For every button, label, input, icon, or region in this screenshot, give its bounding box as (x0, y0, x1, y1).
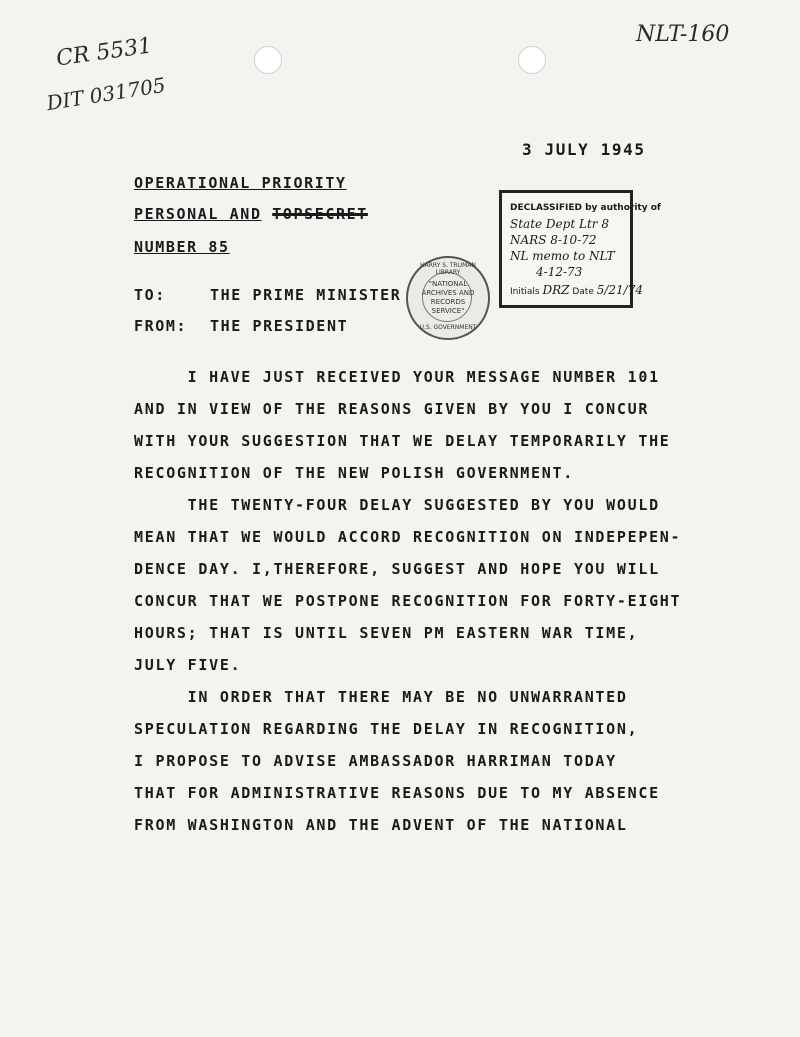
date-label: Date (572, 287, 594, 297)
punch-hole-left (254, 46, 282, 74)
seal-middle-1: "NATIONAL (428, 280, 468, 288)
from-label: FROM: (134, 317, 188, 335)
personal-and-text: PERSONAL AND (134, 205, 262, 223)
body-line: RECOGNITION OF THE NEW POLISH GOVERNMENT. (134, 464, 574, 482)
stamp-initials-row (510, 283, 643, 297)
classification-line (134, 205, 368, 223)
body-line: JULY FIVE. (134, 656, 242, 674)
body-line: CONCUR THAT WE POSTPONE RECOGNITION FOR FORTY-EIGHT (134, 592, 682, 610)
stamp-line-4: NL memo to NLT (510, 249, 615, 263)
initials-label: Initials (510, 287, 540, 297)
seal-top-text: HARRY S. TRUMAN LIBRARY (420, 262, 476, 276)
seal-middle-4: SERVICE" (431, 307, 465, 315)
message-number: NUMBER 85 (134, 238, 230, 256)
punch-hole-right (518, 46, 546, 74)
handwritten-reference-number: NLT-160 (636, 22, 730, 47)
body-line: HOURS; THAT IS UNTIL SEVEN PM EASTERN WAR TIME, (134, 624, 639, 642)
body-line: THAT FOR ADMINISTRATIVE REASONS DUE TO MY ABSENCE (134, 784, 660, 802)
body-line: THE TWENTY-FOUR DELAY SUGGESTED BY YOU WOULD (134, 496, 660, 514)
initials-value: DRZ (542, 283, 570, 297)
archives-seal (406, 256, 490, 340)
body-line: FROM WASHINGTON AND THE ADVENT OF THE NATIONAL (134, 816, 628, 834)
body-line: AND IN VIEW OF THE REASONS GIVEN BY YOU I CONCUR (134, 400, 650, 418)
to-value: THE PRIME MINISTER (210, 286, 402, 304)
body-line: I HAVE JUST RECEIVED YOUR MESSAGE NUMBER 101 (134, 368, 660, 386)
body-line: DENCE DAY. I,THEREFORE, SUGGEST AND HOPE YOU WILL (134, 560, 660, 578)
stamp-line-5: 4-12-73 (536, 265, 583, 279)
stamp-line-2: State Dept Ltr 8 (510, 217, 609, 231)
from-value: THE PRESIDENT (210, 317, 349, 335)
to-label: TO: (134, 286, 166, 304)
stamp-line-1: DECLASSIFIED by authority of (510, 203, 661, 213)
stamp-line-3: NARS 8-10-72 (510, 233, 597, 247)
document-date: 3 JULY 1945 (522, 140, 646, 159)
handwritten-case-number: CR 5531 (54, 33, 154, 72)
seal-bottom-text: U.S. GOVERNMENT (419, 324, 477, 331)
struck-classification: TOPSECRET (272, 205, 368, 223)
body-line: I PROPOSE TO ADVISE AMBASSADOR HARRIMAN TODAY (134, 752, 617, 770)
seal-middle-3: RECORDS (430, 298, 466, 306)
handwritten-document-id: DIT 031705 (44, 72, 168, 116)
date-value: 5/21/74 (596, 283, 643, 297)
declassification-stamp (499, 190, 661, 308)
body-line: MEAN THAT WE WOULD ACCORD RECOGNITION ON INDEPEPEN- (134, 528, 682, 546)
body-line: WITH YOUR SUGGESTION THAT WE DELAY TEMPORARILY THE (134, 432, 671, 450)
body-line: IN ORDER THAT THERE MAY BE NO UNWARRANTED (134, 688, 628, 706)
priority-line: OPERATIONAL PRIORITY (134, 174, 347, 192)
seal-middle-2: ARCHIVES AND (421, 289, 475, 297)
body-line: SPECULATION REGARDING THE DELAY IN RECOGNITION, (134, 720, 639, 738)
